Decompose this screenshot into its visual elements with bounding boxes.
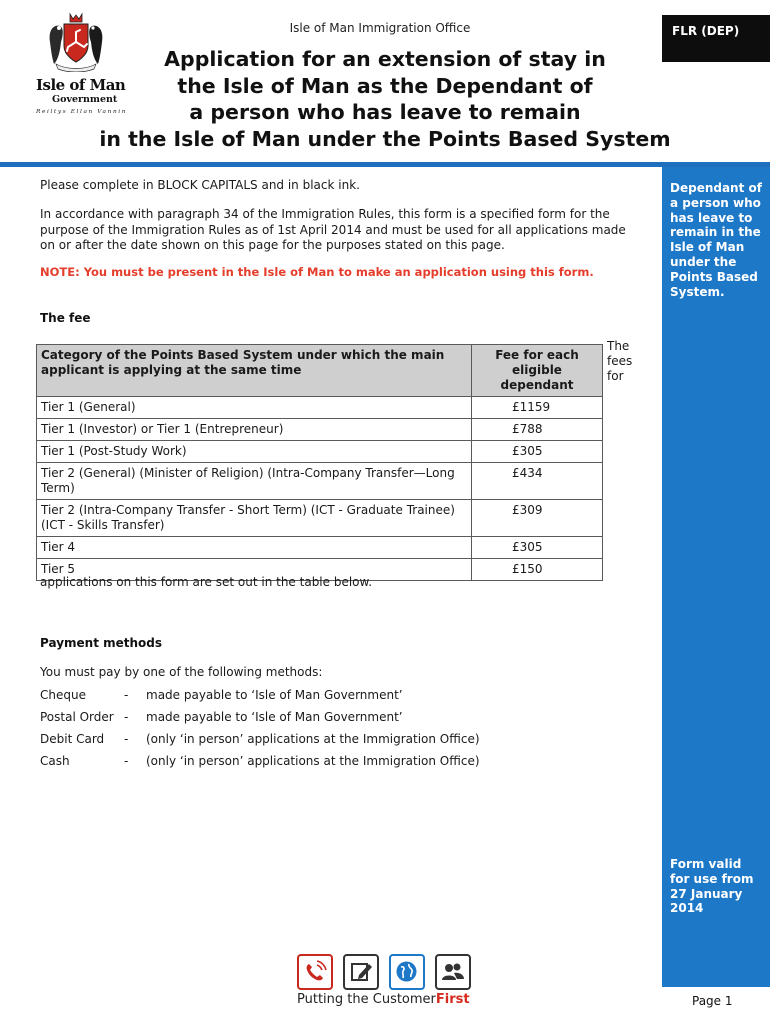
- sidebar-validity: Form valid for use from 27 January 2014: [670, 857, 754, 916]
- fee-cell: £309: [472, 500, 603, 537]
- table-row: [37, 463, 603, 500]
- payment-heading: Payment methods: [40, 636, 163, 650]
- slogan-prefix: Putting the: [297, 992, 373, 1007]
- title-line: in the Isle of Man under the Points Based System: [99, 126, 671, 151]
- fee-cell: £1159: [472, 397, 603, 419]
- fees-side-word: for: [607, 369, 624, 383]
- fee-cell: £305: [472, 537, 603, 559]
- immigration-rules-paragraph: In accordance with paragraph 34 of the Immigration Rules, this form is a specified form for the purpose of the Immigration Rules as of 1st April 2014 and must be used for all applications made on or after the date shown on this page for the purposes stated on this page.: [40, 207, 626, 252]
- title-line: Application for an extension of stay in: [164, 47, 606, 71]
- title-line: the Isle of Man as the Dependant of: [177, 73, 593, 98]
- table-row: [37, 500, 603, 537]
- fee-cell: £788: [472, 419, 603, 441]
- title-line: a person who has leave to remain: [189, 100, 581, 124]
- payment-description: made payable to ‘Isle of Man Government’: [146, 710, 403, 724]
- globe-icon: [389, 954, 425, 990]
- payment-description: (only ‘in person’ applications at the Immigration Office): [146, 732, 480, 746]
- slogan-first: First: [435, 992, 470, 1007]
- payment-intro: You must pay by one of the following methods:: [40, 665, 323, 679]
- table-row: [37, 537, 603, 559]
- payment-method: Cheque: [40, 688, 86, 702]
- fee-column-header: Fee for each eligible dependant: [472, 345, 603, 397]
- payment-method: Postal Order: [40, 710, 114, 724]
- fee-cell: £305: [472, 441, 603, 463]
- fees-side-word: The: [607, 339, 630, 353]
- fee-table-header-row: [37, 345, 603, 397]
- table-row: [37, 441, 603, 463]
- sidebar-panel: [662, 167, 770, 987]
- fee-cell: £150: [472, 559, 603, 581]
- category-cell: Tier 4: [37, 537, 472, 559]
- logo-name: Isle of Man: [36, 76, 126, 94]
- category-cell: Tier 1 (Post-Study Work): [37, 441, 472, 463]
- phone-icon: [297, 954, 333, 990]
- table-row: [37, 397, 603, 419]
- slogan-customer: Customer: [372, 992, 436, 1007]
- category-cell: Tier 5: [37, 559, 472, 581]
- payment-dash: -: [124, 710, 129, 724]
- office-name: Isle of Man Immigration Office: [289, 21, 471, 35]
- customer-first-icons: [297, 954, 473, 992]
- category-cell: Tier 2 (Intra-Company Transfer - Short Term) (ICT - Graduate Trainee) (ICT - Skills Transfer): [37, 500, 472, 537]
- fees-side-word: fees: [607, 354, 633, 368]
- category-column-header: Category of the Points Based System under which the main applicant is applying at the same time: [37, 345, 472, 397]
- page-number: Page 1: [692, 994, 733, 1008]
- fees-side-text: [607, 339, 637, 384]
- fee-table-caption: applications on this form are set out in the table below.: [40, 575, 373, 589]
- table-row: [37, 419, 603, 441]
- payment-method: Debit Card: [40, 732, 105, 746]
- category-cell: Tier 1 (General): [37, 397, 472, 419]
- payment-dash: -: [124, 754, 129, 768]
- payment-method: Cash: [40, 754, 70, 768]
- category-cell: Tier 1 (Investor) or Tier 1 (Entrepreneur): [37, 419, 472, 441]
- sidebar-description: Dependant of a person who has leave to remain in the Isle of Man under the Points Based System.: [670, 181, 762, 299]
- logo-government: Government: [52, 94, 118, 105]
- page-title: [60, 46, 710, 152]
- fee-heading: The fee: [40, 311, 91, 325]
- category-cell: Tier 2 (General) (Minister of Religion) (Intra-Company Transfer—Long Term): [37, 463, 472, 500]
- presence-note: NOTE: You must be present in the Isle of Man to make an application using this form.: [40, 265, 594, 279]
- payment-dash: -: [124, 732, 129, 746]
- fee-table: [36, 344, 603, 581]
- people-icon: [435, 954, 471, 990]
- form-code: FLR (DEP): [672, 24, 740, 38]
- block-capitals-instruction: Please complete in BLOCK CAPITALS and in black ink.: [40, 178, 360, 192]
- payment-dash: -: [124, 688, 129, 702]
- payment-description: (only ‘in person’ applications at the Immigration Office): [146, 754, 480, 768]
- customer-first-slogan: [297, 992, 470, 1007]
- fee-cell: £434: [472, 463, 603, 500]
- header-divider: [0, 162, 770, 167]
- form-icon: [343, 954, 379, 990]
- logo-motto: Reiltys Ellan Vannin: [36, 109, 128, 115]
- payment-description: made payable to ‘Isle of Man Government’: [146, 688, 403, 702]
